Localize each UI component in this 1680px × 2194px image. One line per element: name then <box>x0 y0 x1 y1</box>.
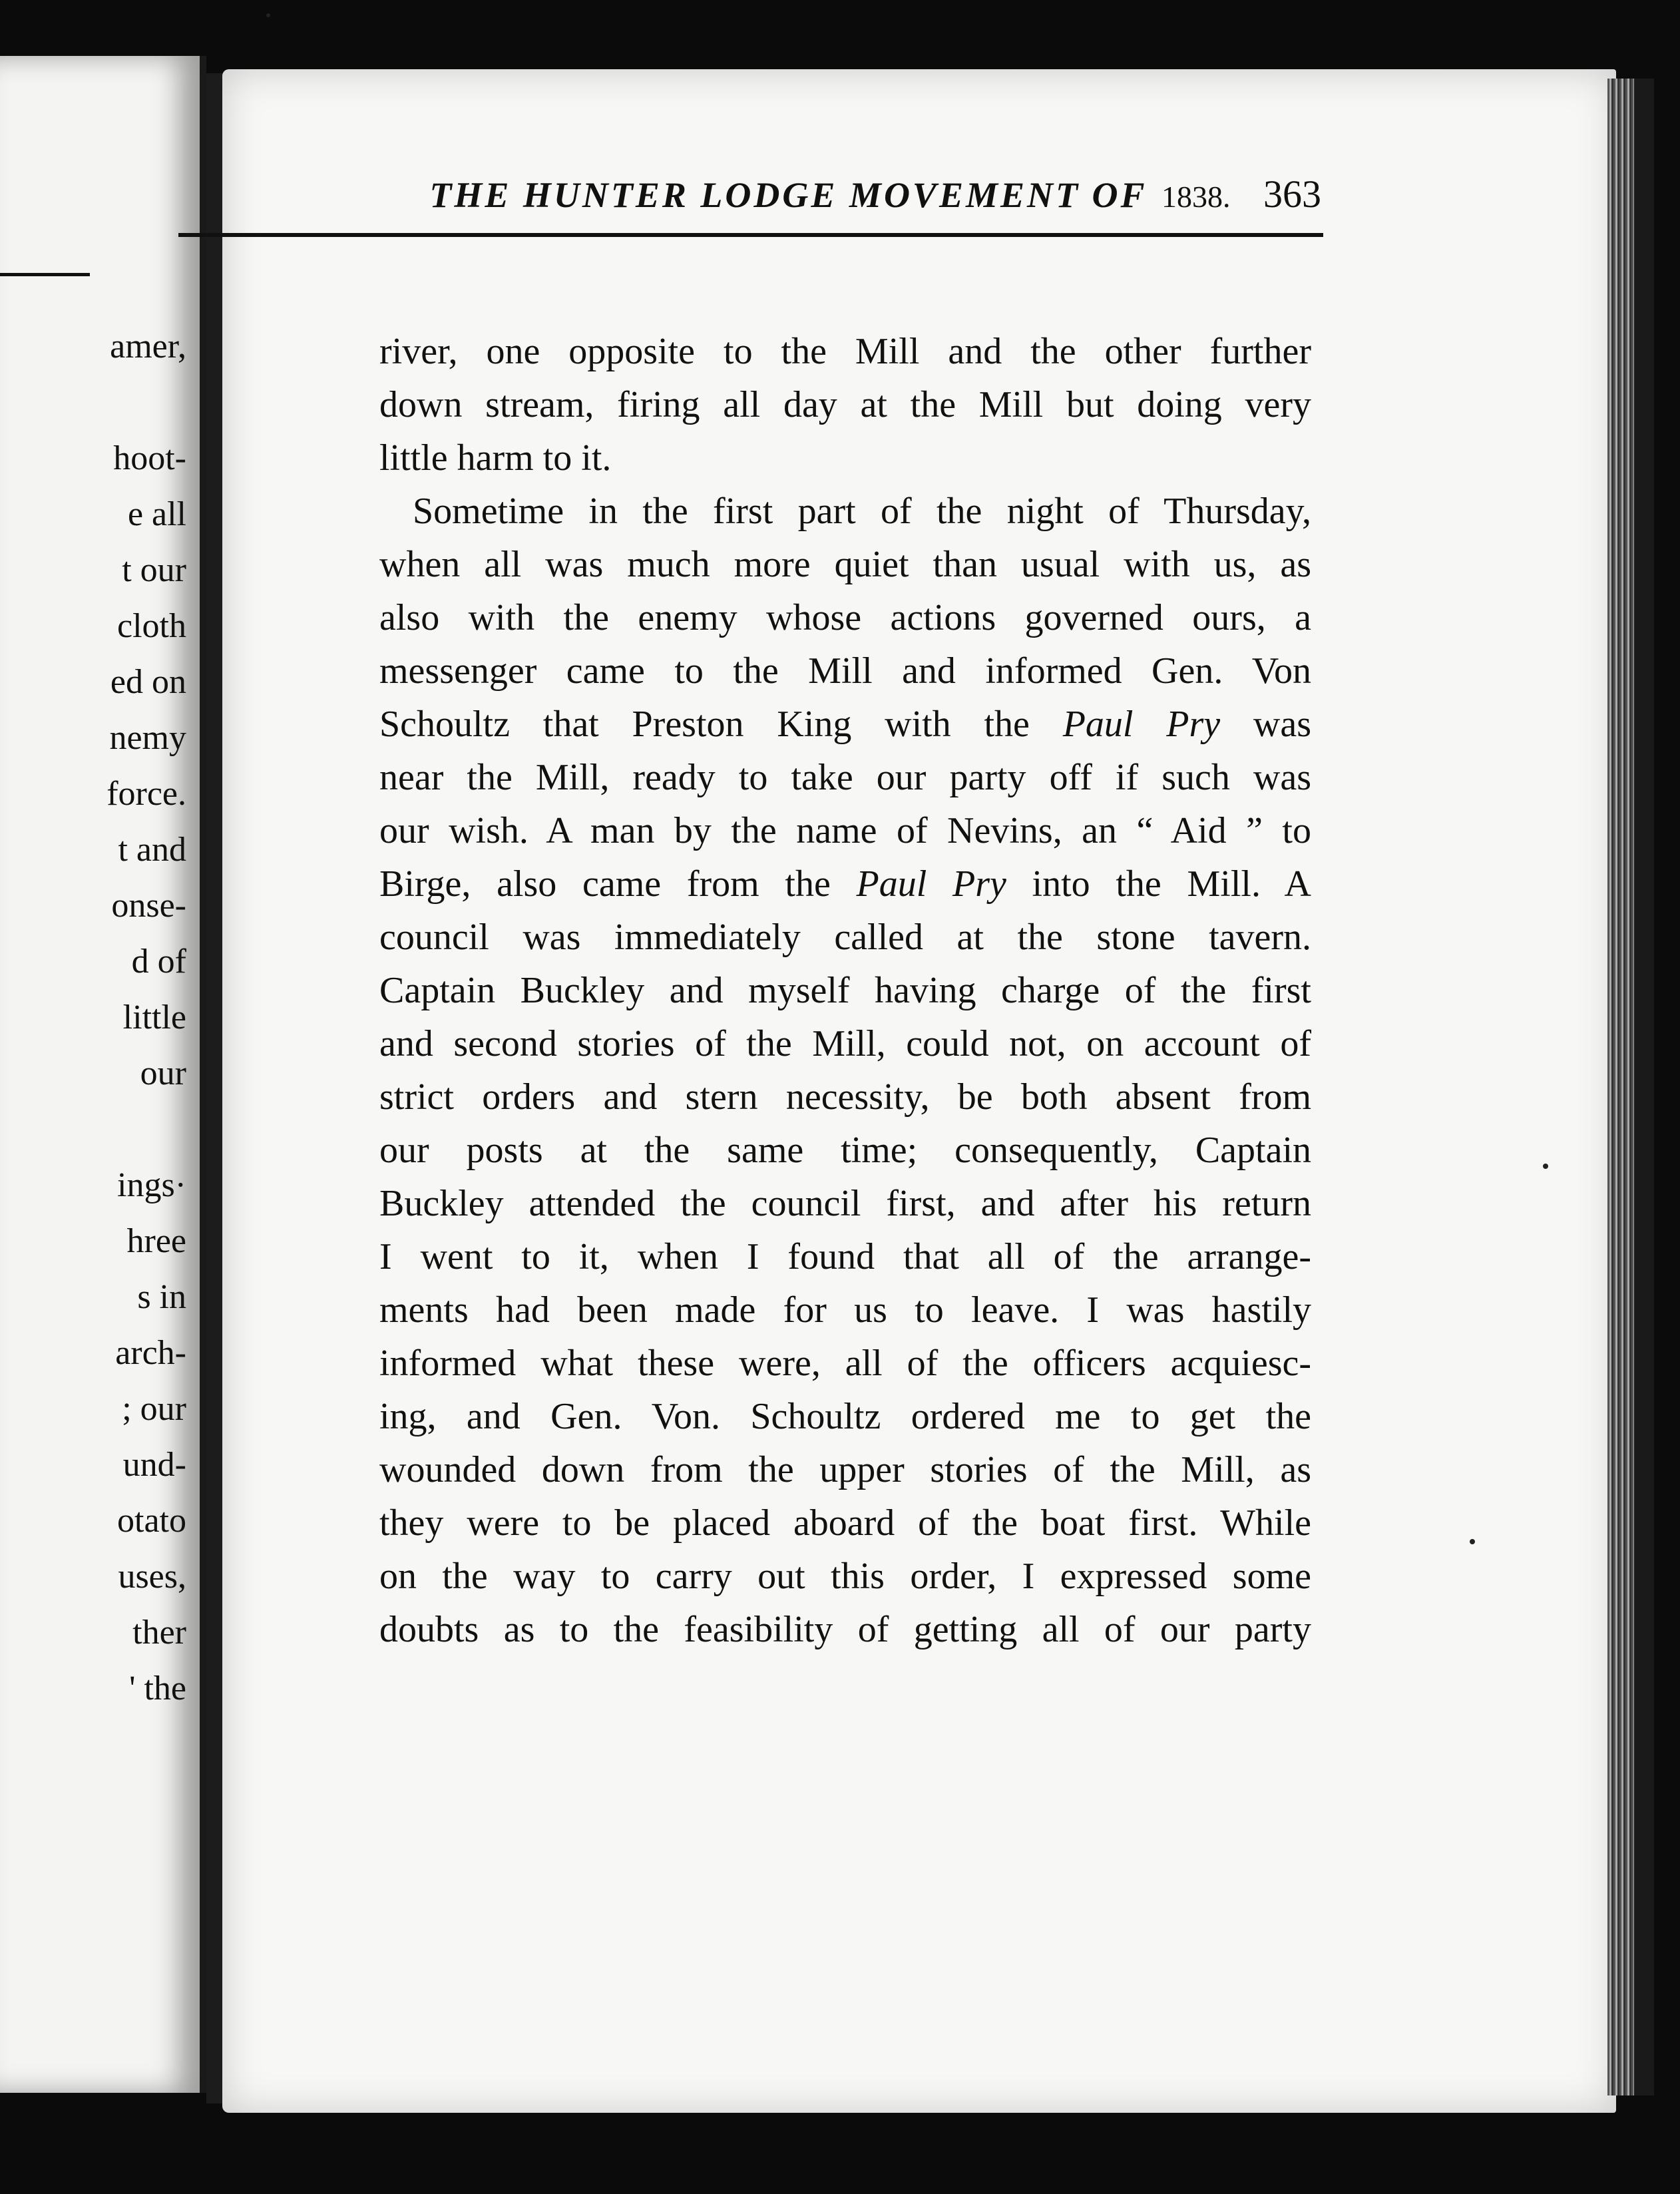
facing-page-line: uses, <box>118 1558 186 1596</box>
print-speck <box>1543 1164 1548 1169</box>
facing-page-line: our <box>140 1054 186 1092</box>
text-line: ing, and Gen. Von. Schoultz ordered me to get the <box>379 1396 1311 1437</box>
text-line: informed what these were, all of the officers acquiesc- <box>379 1343 1311 1384</box>
facing-page-text <box>106 319 186 1717</box>
text-line: messenger came to the Mill and informed Gen. Von <box>379 650 1311 692</box>
text-line <box>379 857 1311 911</box>
facing-page <box>0 56 206 2093</box>
facing-page-line: hoot- <box>113 439 186 477</box>
facing-page-line: ed on <box>110 663 186 701</box>
facing-page-line: ; our <box>122 1390 186 1428</box>
text-line: our posts at the same time; consequently, Captain <box>379 1130 1311 1171</box>
text-segment: Schoultz that Preston King with the <box>379 704 1063 745</box>
facing-page-line: amer, <box>110 328 186 365</box>
text-line <box>379 698 1311 751</box>
print-speck <box>266 13 270 17</box>
facing-page-line: ' the <box>129 1669 186 1707</box>
facing-page-line: und- <box>122 1446 186 1484</box>
running-head-year: 1838. <box>1161 180 1231 214</box>
text-line: down stream, firing all day at the Mill but doing very <box>379 384 1311 425</box>
text-line: they were to be placed aboard of the boat first. While <box>379 1502 1311 1544</box>
facing-page-line: e all <box>127 495 186 533</box>
vessel-name: Paul Pry <box>856 863 1006 905</box>
page-edges <box>1607 79 1634 2095</box>
text-line: also with the enemy whose actions governed ours, a <box>379 597 1311 638</box>
text-line: Buckley attended the council first, and after his return <box>379 1183 1311 1224</box>
running-head <box>276 172 1321 216</box>
text-line: our wish. A man by the name of Nevins, an “ Aid ” to <box>379 810 1311 851</box>
facing-page-line: s in <box>137 1278 186 1316</box>
facing-page-line: ther <box>132 1614 186 1651</box>
facing-page-line: nemy <box>109 719 186 757</box>
vessel-name: Paul Pry <box>1062 704 1221 745</box>
facing-page-line: t and <box>118 831 186 869</box>
facing-page-line: force. <box>106 775 186 813</box>
text-line: on the way to carry out this order, I expressed some <box>379 1556 1311 1597</box>
facing-page-line <box>106 1102 186 1158</box>
facing-page-line <box>106 375 186 431</box>
header-rule <box>178 233 1323 237</box>
text-line: near the Mill, ready to take our party off if such was <box>379 757 1311 798</box>
facing-page-line: little <box>122 998 186 1036</box>
text-line: wounded down from the upper stories of the Mill, as <box>379 1449 1311 1490</box>
text-segment: Birge, also came from the <box>379 863 857 905</box>
text-line: I went to it, when I found that all of the arrange- <box>379 1236 1311 1277</box>
text-line: and second stories of the Mill, could not, on account of <box>379 1023 1311 1064</box>
text-line: council was immediately called at the stone tavern. <box>379 917 1311 958</box>
book-gutter <box>206 73 224 2103</box>
text-line: when all was much more quiet than usual with us, as <box>379 544 1311 585</box>
page-number: 363 <box>1263 172 1321 216</box>
running-head-title: THE HUNTER LODGE MOVEMENT OF <box>429 175 1148 215</box>
print-speck <box>1470 1539 1475 1544</box>
body-text <box>379 325 1311 1656</box>
facing-page-line: onse- <box>111 887 186 925</box>
text-line: Captain Buckley and myself having charge of the first <box>379 970 1311 1011</box>
facing-page-line: otato <box>117 1502 186 1540</box>
facing-page-line: arch- <box>115 1334 186 1372</box>
text-line: strict orders and stern necessity, be both absent from <box>379 1076 1311 1118</box>
text-line: ments had been made for us to leave. I was hastily <box>379 1289 1311 1331</box>
facing-page-line: hree <box>126 1222 186 1260</box>
text-line: little harm to it. <box>379 437 612 479</box>
facing-page-line: d of <box>131 943 186 981</box>
facing-page-line: ings· <box>117 1166 186 1204</box>
text-line: doubts as to the feasibility of getting all of our party <box>379 1609 1311 1650</box>
text-segment: was <box>1220 704 1311 745</box>
facing-page-line: cloth <box>117 607 186 645</box>
text-line: Sometime in the first part of the night of Thursday, <box>413 491 1311 532</box>
text-segment: into the Mill. A <box>1006 863 1311 905</box>
text-line: river, one opposite to the Mill and the other further <box>379 331 1311 372</box>
book-cover-edge <box>1634 79 1654 2095</box>
facing-page-rule <box>0 273 90 276</box>
facing-page-line: t our <box>122 551 186 589</box>
